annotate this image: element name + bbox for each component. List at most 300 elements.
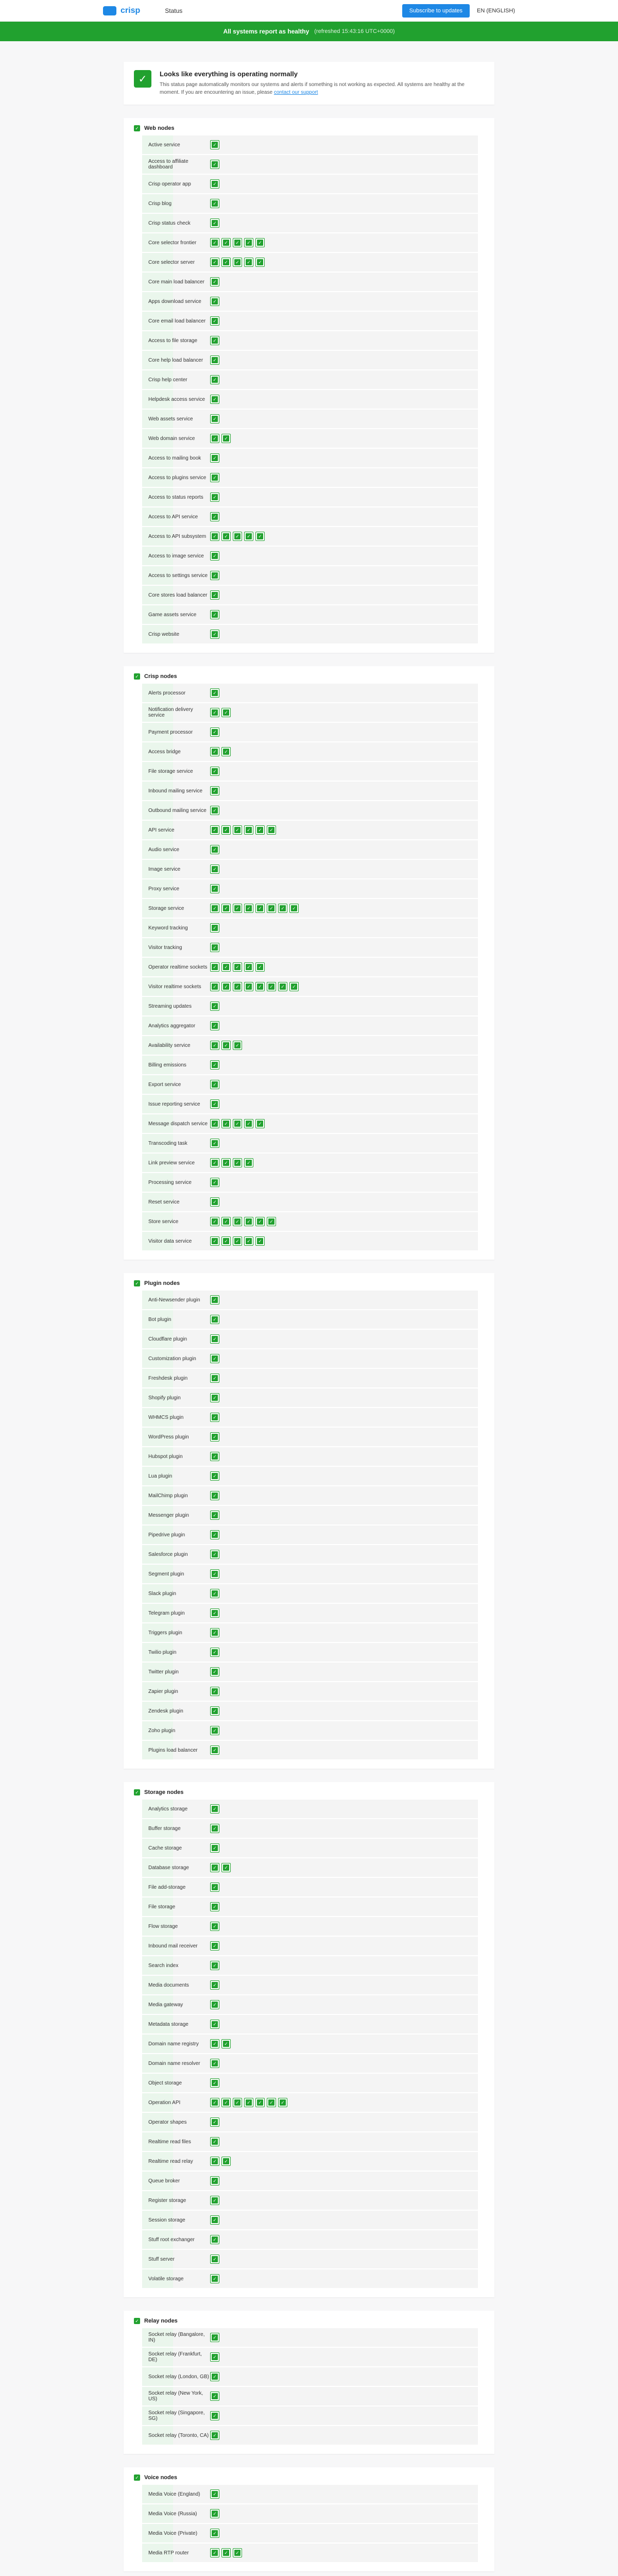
status-check-icon[interactable] [221,2098,231,2107]
service-row [142,2367,478,2386]
status-check-icon[interactable] [233,825,242,835]
subscribe-button[interactable]: Subscribe to updates [402,4,470,18]
service-row [142,879,478,898]
status-check-icon[interactable] [210,414,219,423]
status-check-icon[interactable] [221,1236,231,1246]
status-check-icon[interactable] [210,1648,219,1657]
service-row [142,1682,478,1701]
service-row [142,703,478,722]
status-check-icon[interactable] [210,218,219,228]
status-check-icon[interactable] [210,1471,219,1481]
status-check-icon[interactable] [255,904,265,913]
status-badges [210,316,219,326]
status-check-icon[interactable] [267,1217,276,1226]
check-icon: ✓ [134,125,140,131]
status-check-icon[interactable] [210,1393,219,1402]
status-badges [210,2529,219,2538]
status-check-icon[interactable] [267,982,276,991]
status-check-icon[interactable] [233,982,242,991]
service-name: Volatile storage [148,2276,184,2282]
service-row [142,214,478,232]
service-name: Audio service [148,846,180,853]
status-check-icon[interactable] [210,1178,219,1187]
status-check-icon[interactable] [255,1119,265,1128]
status-check-icon[interactable] [210,1883,219,1892]
status-check-icon[interactable] [210,590,219,600]
check-icon: ✓ [134,70,151,88]
status-check-icon[interactable] [210,532,219,541]
status-check-icon[interactable] [210,512,219,521]
status-check-icon[interactable] [210,140,219,149]
service-row [142,1897,478,1916]
status-check-icon[interactable] [210,1002,219,1011]
status-check-icon[interactable] [210,1745,219,1755]
service-row [142,2093,478,2112]
status-check-icon[interactable] [221,532,231,541]
status-check-icon[interactable] [233,904,242,913]
service-row [142,1095,478,1113]
status-check-icon[interactable] [210,1550,219,1559]
status-badges [210,806,219,815]
service-name: Analytics aggregator [148,1023,196,1029]
status-check-icon[interactable] [221,982,231,991]
status-check-icon[interactable] [255,825,265,835]
status-check-icon[interactable] [221,434,231,443]
status-check-icon[interactable] [210,1197,219,1207]
status-check-icon[interactable] [221,2039,231,2048]
service-name: Access bridge [148,749,181,755]
status-check-icon[interactable] [210,1295,219,1304]
check-icon: ✓ [134,2318,140,2324]
status-check-icon[interactable] [221,747,231,756]
status-check-icon[interactable] [210,375,219,384]
status-check-icon[interactable] [210,688,219,698]
brand-name: crisp [121,6,141,15]
status-check-icon[interactable] [221,1119,231,1128]
status-check-icon[interactable] [210,1902,219,1911]
status-check-icon[interactable] [210,1060,219,1070]
status-check-icon[interactable] [255,532,265,541]
service-name: Access to affiliate dashboard [148,159,188,170]
service-name: Pipedrive plugin [148,1532,185,1538]
status-check-icon[interactable] [210,2392,219,2401]
status-check-icon[interactable] [233,2098,242,2107]
status-check-icon[interactable] [210,884,219,893]
status-check-icon[interactable] [233,238,242,247]
service-row [142,1193,478,1211]
service-name: Access to API subsystem [148,533,207,539]
status-badges [210,2255,219,2264]
service-name: Operation API [148,2099,181,2106]
status-badges [210,1648,219,1657]
status-check-icon[interactable] [210,1922,219,1931]
status-check-icon[interactable] [210,1843,219,1853]
status-check-icon[interactable] [221,2157,231,2166]
service-row [142,1663,478,1681]
status-badges [210,1432,219,1442]
status-check-icon[interactable] [255,962,265,972]
status-check-icon[interactable] [233,1217,242,1226]
status-check-icon[interactable] [244,982,253,991]
status-check-icon[interactable] [210,1569,219,1579]
status-check-icon[interactable] [210,1706,219,1716]
service-row [142,1349,478,1368]
status-check-icon[interactable] [233,258,242,267]
status-check-icon[interactable] [233,962,242,972]
service-row [142,2269,478,2288]
service-row [142,1447,478,1466]
status-check-icon[interactable] [289,904,299,913]
status-check-icon[interactable] [210,1080,219,1089]
section-1 [124,666,494,1260]
status-check-icon[interactable] [210,1236,219,1246]
status-check-icon[interactable] [210,297,219,306]
status-badges [210,1706,219,1716]
status-link[interactable]: Status [165,7,183,14]
service-name: Queue broker [148,2178,180,2184]
status-check-icon[interactable] [210,727,219,737]
contact-support-link[interactable]: contact our support [273,90,318,95]
status-check-icon[interactable] [210,962,219,972]
status-check-icon[interactable] [244,1119,253,1128]
status-check-icon[interactable] [210,2235,219,2244]
status-check-icon[interactable] [278,904,287,913]
section-header [134,2318,484,2324]
service-name: Messenger plugin [148,1512,189,1518]
service-row [142,1467,478,1485]
status-check-icon[interactable] [244,1158,253,1167]
status-check-icon[interactable] [233,1041,242,1050]
service-row [142,253,478,272]
status-check-icon[interactable] [210,2215,219,2225]
status-check-icon[interactable] [221,2548,231,2557]
service-row [142,351,478,369]
status-check-icon[interactable] [210,2078,219,2088]
status-check-icon[interactable] [210,2411,219,2420]
status-check-icon[interactable] [267,904,276,913]
status-badges [210,2098,287,2107]
status-badges [210,2215,219,2225]
status-badges [210,1569,219,1579]
language-selector[interactable]: EN (ENGLISH) [477,7,515,14]
status-check-icon[interactable] [244,825,253,835]
status-check-icon[interactable] [210,238,219,247]
service-row [142,2406,478,2425]
section-title: Web nodes [144,125,175,131]
service-row [142,527,478,546]
status-check-icon[interactable] [221,258,231,267]
service-name: Socket relay (Singapore, SG) [148,2410,205,2421]
status-check-icon[interactable] [221,1863,231,1872]
status-check-icon[interactable] [210,2529,219,2538]
status-badges [210,1980,219,1990]
status-check-icon[interactable] [210,434,219,443]
status-check-icon[interactable] [210,2157,219,2166]
service-name: File storage service [148,768,193,774]
status-check-icon[interactable] [210,473,219,482]
status-check-icon[interactable] [210,1452,219,1461]
status-check-icon[interactable] [210,1021,219,1030]
status-badges [210,2000,219,2009]
service-row [142,1232,478,1250]
service-name: Register storage [148,2197,186,2204]
status-check-icon[interactable] [255,258,265,267]
banner-title: All systems report as healthy [223,28,310,35]
service-name: Export service [148,1081,181,1088]
status-check-icon[interactable] [278,2098,287,2107]
status-check-icon[interactable] [210,336,219,345]
status-check-icon[interactable] [210,1961,219,1970]
status-check-icon[interactable] [267,2098,276,2107]
status-check-icon[interactable] [244,1236,253,1246]
status-check-icon[interactable] [210,493,219,502]
status-badges [210,1863,231,1872]
status-check-icon[interactable] [210,2176,219,2185]
status-check-icon[interactable] [210,923,219,933]
service-name: Domain name registry [148,2041,199,2047]
service-name: Message dispatch service [148,1121,208,1127]
status-check-icon[interactable] [210,2333,219,2342]
status-check-icon[interactable] [210,316,219,326]
service-name: Segment plugin [148,1571,184,1577]
status-check-icon[interactable] [210,1374,219,1383]
status-check-icon[interactable] [267,825,276,835]
status-check-icon[interactable] [210,845,219,854]
status-check-icon[interactable] [210,2548,219,2557]
service-name: Proxy service [148,886,180,892]
status-check-icon[interactable] [244,2098,253,2107]
status-check-icon[interactable] [210,2039,219,2048]
status-check-icon[interactable] [221,238,231,247]
status-check-icon[interactable] [244,238,253,247]
service-row [142,1839,478,1857]
service-name: Media Voice (Private) [148,2530,198,2536]
status-check-icon[interactable] [210,610,219,619]
status-check-icon[interactable] [210,767,219,776]
status-check-icon[interactable] [210,1432,219,1442]
service-name: Twilio plugin [148,1649,177,1655]
status-check-icon[interactable] [233,2548,242,2557]
status-check-icon[interactable] [233,1158,242,1167]
status-check-icon[interactable] [221,825,231,835]
status-check-icon[interactable] [210,2489,219,2499]
status-check-icon[interactable] [210,1139,219,1148]
status-check-icon[interactable] [210,904,219,913]
status-check-icon[interactable] [210,179,219,189]
status-check-icon[interactable] [210,1941,219,1951]
status-check-icon[interactable] [210,2059,219,2068]
status-check-icon[interactable] [210,1511,219,1520]
section-header [134,125,484,131]
status-badges [210,1002,219,1011]
service-row [142,605,478,624]
status-check-icon[interactable] [210,199,219,208]
status-check-icon[interactable] [233,1119,242,1128]
service-name: Image service [148,866,181,872]
service-row [142,1369,478,1387]
status-check-icon[interactable] [210,630,219,639]
service-row [142,1702,478,1720]
status-check-icon[interactable] [244,532,253,541]
status-check-icon[interactable] [210,453,219,463]
node-sections [124,118,494,2576]
service-name: Media documents [148,1982,189,1988]
status-check-icon[interactable] [210,806,219,815]
status-badges [210,923,219,933]
service-row [142,155,478,174]
status-badges [210,1334,219,1344]
status-check-icon[interactable] [210,2274,219,2283]
status-badges [210,1687,219,1696]
status-check-icon[interactable] [210,825,219,835]
service-name: Core email load balancer [148,318,206,324]
status-check-icon[interactable] [210,1863,219,1872]
status-check-icon[interactable] [244,904,253,913]
service-name: Storage service [148,905,184,911]
status-check-icon[interactable] [255,982,265,991]
service-name: Access to status reports [148,494,203,500]
service-row [142,1800,478,1818]
status-check-icon[interactable] [210,1041,219,1050]
status-check-icon[interactable] [210,2098,219,2107]
status-check-icon[interactable] [278,982,287,991]
status-check-icon[interactable] [210,2020,219,2029]
service-row [142,2250,478,2268]
status-check-icon[interactable] [210,2509,219,2518]
status-check-icon[interactable] [221,904,231,913]
status-badges [210,2196,219,2205]
status-check-icon[interactable] [244,258,253,267]
status-check-icon[interactable] [210,1530,219,1539]
service-row [142,2328,478,2347]
status-badges [210,2431,219,2440]
status-badges [210,2020,219,2029]
service-row [142,1330,478,1348]
status-check-icon[interactable] [210,2137,219,2146]
status-badges [210,1217,276,1226]
status-check-icon[interactable] [210,2000,219,2009]
status-badges [210,2548,242,2557]
service-name: Core selector server [148,259,195,265]
service-name: Transcoding task [148,1140,187,1146]
status-check-icon[interactable] [210,865,219,874]
status-check-icon[interactable] [210,1980,219,1990]
status-check-icon[interactable] [210,571,219,580]
service-row [142,1114,478,1133]
status-badges [210,375,219,384]
status-check-icon[interactable] [210,1099,219,1109]
status-check-icon[interactable] [210,1119,219,1128]
status-check-icon[interactable] [210,1334,219,1344]
status-check-icon[interactable] [210,786,219,795]
status-check-icon[interactable] [210,943,219,952]
status-check-icon[interactable] [210,1804,219,1814]
status-check-icon[interactable] [210,1824,219,1833]
service-name: Freshdesk plugin [148,1375,188,1381]
status-check-icon[interactable] [210,1726,219,1735]
status-badges [210,2392,219,2401]
status-check-icon[interactable] [289,982,299,991]
status-check-icon[interactable] [210,2117,219,2127]
status-check-icon[interactable] [210,277,219,286]
status-badges [210,1119,265,1128]
section-header [134,1280,484,1286]
service-name: Zoho plugin [148,1727,176,1734]
service-row [142,801,478,820]
status-check-icon[interactable] [233,532,242,541]
status-check-icon[interactable] [210,1217,219,1226]
status-check-icon[interactable] [255,1236,265,1246]
status-check-icon[interactable] [210,160,219,169]
status-check-icon[interactable] [210,1608,219,1618]
status-check-icon[interactable] [210,2196,219,2205]
service-row [142,723,478,741]
service-name: Operator realtime sockets [148,964,208,970]
status-badges [210,571,219,580]
status-check-icon[interactable] [210,1315,219,1324]
service-row [142,1545,478,1564]
status-check-icon[interactable] [210,395,219,404]
status-check-icon[interactable] [210,1628,219,1637]
status-check-icon[interactable] [210,258,219,267]
status-check-icon[interactable] [233,1236,242,1246]
status-check-icon[interactable] [210,2352,219,2362]
check-icon: ✓ [134,1789,140,1795]
section-title: Storage nodes [144,1789,184,1795]
status-check-icon[interactable] [221,1158,231,1167]
status-check-icon[interactable] [210,1491,219,1500]
service-name: Crisp operator app [148,181,191,187]
status-check-icon[interactable] [210,1589,219,1598]
service-row [142,2172,478,2190]
status-check-icon[interactable] [210,747,219,756]
service-row [142,449,478,467]
section-2 [124,1273,494,1769]
section-title: Plugin nodes [144,1280,180,1286]
status-check-icon[interactable] [210,982,219,991]
status-check-icon[interactable] [221,708,231,717]
status-badges [210,238,265,247]
status-check-icon[interactable] [210,1354,219,1363]
service-name: Core help load balancer [148,357,203,363]
status-check-icon[interactable] [210,355,219,365]
service-row [142,958,478,976]
status-check-icon[interactable] [244,962,253,972]
brand[interactable] [103,6,182,15]
status-check-icon[interactable] [210,1158,219,1167]
status-badges [210,473,219,482]
status-badges [210,336,219,345]
status-check-icon[interactable] [210,1667,219,1676]
status-check-icon[interactable] [255,1217,265,1226]
status-check-icon[interactable] [210,708,219,717]
service-name: Media Voice (England) [148,2491,200,2497]
status-check-icon[interactable] [255,238,265,247]
status-badges [210,1941,219,1951]
status-check-icon[interactable] [221,1041,231,1050]
status-check-icon[interactable] [255,2098,265,2107]
status-check-icon[interactable] [210,2431,219,2440]
status-check-icon[interactable] [210,551,219,561]
status-check-icon[interactable] [210,1413,219,1422]
status-check-icon[interactable] [210,2255,219,2264]
status-badges [210,1843,219,1853]
status-check-icon[interactable] [210,1687,219,1696]
status-check-icon[interactable] [221,1217,231,1226]
status-check-icon[interactable] [244,1217,253,1226]
status-check-icon[interactable] [221,962,231,972]
status-check-icon[interactable] [210,2372,219,2381]
